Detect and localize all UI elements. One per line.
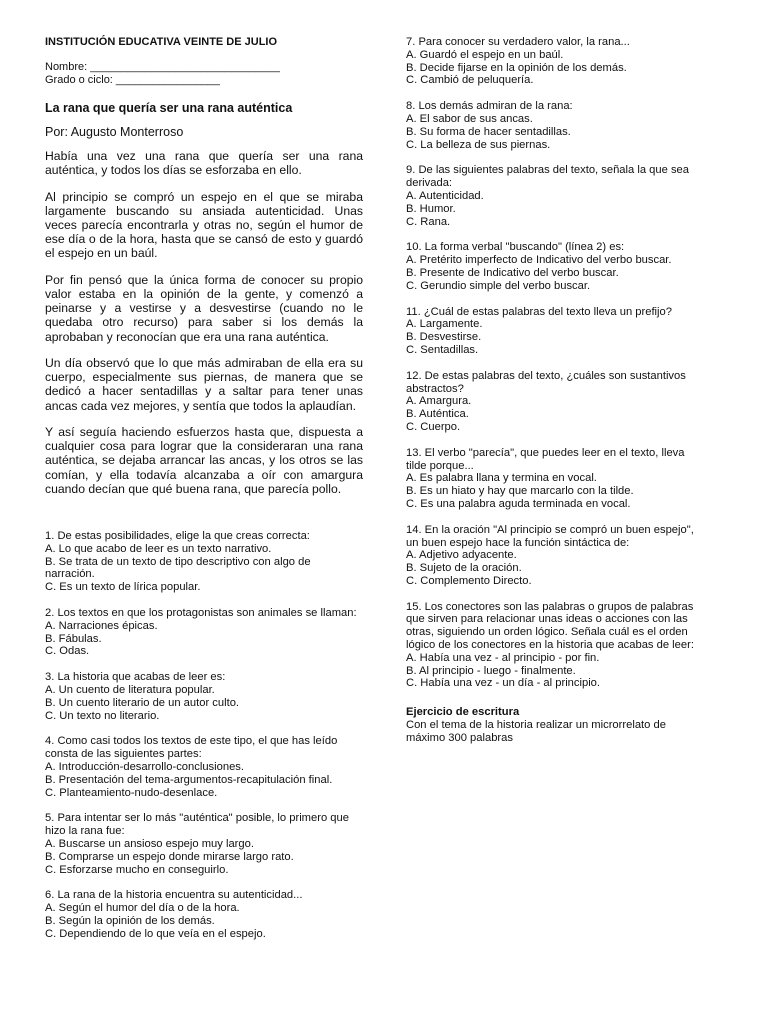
question-8 — [406, 100, 708, 151]
question-text: 7. Para conocer su verdadero valor, la rana... — [406, 36, 630, 48]
question-text: 1. De estas posibilidades, elige la que creas correcta: — [45, 530, 310, 543]
question-text: 14. En la oración "Al principio se compró un buen espejo", un buen espejo hace la función sintáctica de: — [406, 523, 694, 549]
answer-option: A. Buscarse un ansioso espejo muy largo. — [45, 837, 254, 850]
question-7 — [406, 36, 708, 87]
answer-option: B. Su forma de hacer sentadillas. — [406, 125, 571, 138]
question-text: 12. De estas palabras del texto, ¿cuáles son sustantivos abstractos? — [406, 369, 686, 395]
answer-option: B. Un cuento literario de un autor culto. — [45, 696, 240, 709]
answer-option: C. La belleza de sus piernas. — [406, 138, 551, 151]
question-text: 5. Para intentar ser lo más "auténtica" posible, lo primero que hizo la rana fue: — [45, 812, 349, 838]
question-11 — [406, 306, 708, 357]
question-13 — [406, 447, 708, 511]
answer-option: A. Introducción-desarrollo-conclusiones. — [45, 760, 244, 773]
answer-option: C. Dependiendo de lo que veía en el espejo. — [45, 927, 266, 940]
answer-option: A. Pretérito imperfecto de Indicativo del verbo buscar. — [406, 254, 672, 267]
story-paragraph: Al principio se compró un espejo en el que se miraba largamente buscando su ansiada autenticidad. Unas veces parecía encontrarla y otras no, según el humor de ese día o de la hora, hasta que se cansó de esto y guardó el espejo en un baúl. — [45, 189, 363, 261]
question-3 — [45, 671, 363, 722]
answer-option: C. Gerundio simple del verbo buscar. — [406, 279, 591, 292]
exercise-title: Ejercicio de escritura — [406, 706, 520, 719]
question-1 — [45, 530, 363, 594]
story-paragraph: Un día observó que lo que más admiraban de ella era su cuerpo, especialmente sus piernas, de manera que se dedicó a hacer sentadillas y a saltar para tener unas ancas cada vez mejores, y sentía que todos la aplaudían. — [45, 356, 363, 413]
question-text: 4. Como casi todos los textos de este tipo, el que has leído consta de las siguientes partes: — [45, 735, 338, 761]
question-4 — [45, 735, 363, 799]
school-name: INSTITUCIÓN EDUCATIVA VEINTE DE JULIO — [45, 36, 278, 48]
answer-option: A. Amargura. — [406, 395, 472, 408]
answer-option: C. Sentadillas. — [406, 343, 479, 356]
question-15 — [406, 601, 708, 691]
question-9 — [406, 164, 708, 228]
question-text: 11. ¿Cuál de estas palabras del texto lleva un prefijo? — [406, 305, 672, 318]
answer-option: A. Un cuento de literatura popular. — [45, 683, 215, 696]
answer-option: A. Es palabra llana y termina en vocal. — [406, 472, 597, 485]
question-text: 9. De las siguientes palabras del texto, señala la que sea derivada: — [406, 164, 689, 190]
answer-option: C. Esforzarse mucho en conseguirlo. — [45, 863, 229, 876]
answer-option: C. Planteamiento-nudo-desenlace. — [45, 786, 218, 799]
answer-option: C. Cambió de peluquería. — [406, 74, 534, 87]
answer-option: B. Según la opinión de los demás. — [45, 914, 215, 927]
answer-option: C. Un texto no literario. — [45, 709, 160, 722]
answer-option: C. Complemento Directo. — [406, 574, 532, 587]
name-field: Nombre: _______________________________ — [45, 61, 280, 73]
answer-option: C. Es una palabra aguda terminada en vocal. — [406, 497, 631, 510]
answer-option: A. Largamente. — [406, 318, 483, 331]
answer-option: B. Desvestirse. — [406, 331, 482, 344]
answer-option: B. Se trata de un texto de tipo descriptivo con algo de narración. — [45, 555, 311, 581]
answer-option: B. Comprarse un espejo donde mirarse largo rato. — [45, 850, 294, 863]
answer-option: B. Al principio - luego - finalmente. — [406, 664, 576, 677]
answer-option: C. Cuerpo. — [406, 420, 461, 433]
question-text: 15. Los conectores son las palabras o grupos de palabras que sirven para relacionar unas ideas o acciones con las otras, siguiendo un orden lógico. Señala cuál es el orden lógico de los conectores en la historia que acabas de leer: — [406, 600, 694, 652]
answer-option: B. Es un hiato y hay que marcarlo con la tilde. — [406, 485, 634, 498]
question-12 — [406, 370, 708, 434]
answer-option: A. Lo que acabo de leer es un texto narrativo. — [45, 542, 272, 555]
answer-option: C. Había una vez - un día - al principio. — [406, 677, 601, 690]
question-text: 3. La historia que acabas de leer es: — [45, 671, 226, 684]
left-column — [45, 36, 363, 954]
story-title: La rana que quería ser una rana auténtica — [45, 101, 293, 115]
question-text: 13. El verbo "parecía", que puedes leer en el texto, lleva tilde porque... — [406, 446, 685, 472]
question-10 — [406, 241, 708, 292]
answer-option: B. Humor. — [406, 202, 456, 215]
answer-option: A. Había una vez - al principio - por fin. — [406, 651, 600, 664]
question-text: 8. Los demás admiran de la rana: — [406, 100, 573, 113]
question-text: 6. La rana de la historia encuentra su autenticidad... — [45, 889, 303, 902]
right-column — [406, 36, 708, 745]
exercise-body: Con el tema de la historia realizar un microrrelato de máximo 300 palabras — [406, 719, 666, 744]
question-6 — [45, 889, 363, 940]
answer-option: B. Decide fijarse en la opinión de los demás. — [406, 61, 627, 74]
story-paragraph: Por fin pensó que la única forma de conocer su propio valor estaba en la opinión de la gente, y comenzó a peinarse y a vestirse y a desvestirse (cuando no le quedaba otro recurso) para saber si los demás la aprobaban y reconocían que era una rana auténtica. — [45, 272, 363, 344]
answer-option: B. Presente de Indicativo del verbo buscar. — [406, 266, 619, 279]
grade-field: Grado o ciclo: _________________ — [45, 74, 220, 86]
question-list-left — [45, 530, 363, 941]
story-author: Por: Augusto Monterroso — [45, 125, 184, 139]
answer-option: C. Rana. — [406, 215, 451, 228]
answer-option: A. El sabor de sus ancas. — [406, 112, 533, 125]
question-text: 10. La forma verbal "buscando" (línea 2) es: — [406, 241, 625, 254]
question-text: 2. Los textos en que los protagonistas son animales se llaman: — [45, 607, 357, 619]
answer-option: A. Narraciones épicas. — [45, 619, 158, 632]
answer-option: A. Autenticidad. — [406, 189, 484, 202]
answer-option: B. Fábulas. — [45, 632, 102, 645]
story-paragraph: Y así seguía haciendo esfuerzos hasta que, dispuesta a cualquier cosa para lograr que la consideraran una rana auténtica, se dejaba arrancar las ancas, y los otros se las comían, y ella todavía alcanzaba a oír con amargura cuando decían que qué buena rana, que parecía pollo. — [45, 425, 363, 496]
story-paragraph: Había una vez una rana que quería ser una rana auténtica, y todos los días se esforzaba en ello. — [45, 149, 363, 178]
answer-option: C. Es un texto de lírica popular. — [45, 581, 201, 594]
question-2 — [45, 607, 363, 658]
question-14 — [406, 524, 708, 588]
answer-option: A. Guardó el espejo en un baúl. — [406, 48, 564, 61]
answer-option: C. Odas. — [45, 645, 90, 658]
answer-option: B. Auténtica. — [406, 408, 469, 421]
answer-option: A. Según el humor del día o de la hora. — [45, 902, 240, 915]
answer-option: A. Adjetivo adyacente. — [406, 549, 517, 562]
answer-option: B. Presentación del tema-argumentos-recapitulación final. — [45, 773, 333, 786]
question-5 — [45, 812, 363, 876]
answer-option: B. Sujeto de la oración. — [406, 562, 522, 575]
